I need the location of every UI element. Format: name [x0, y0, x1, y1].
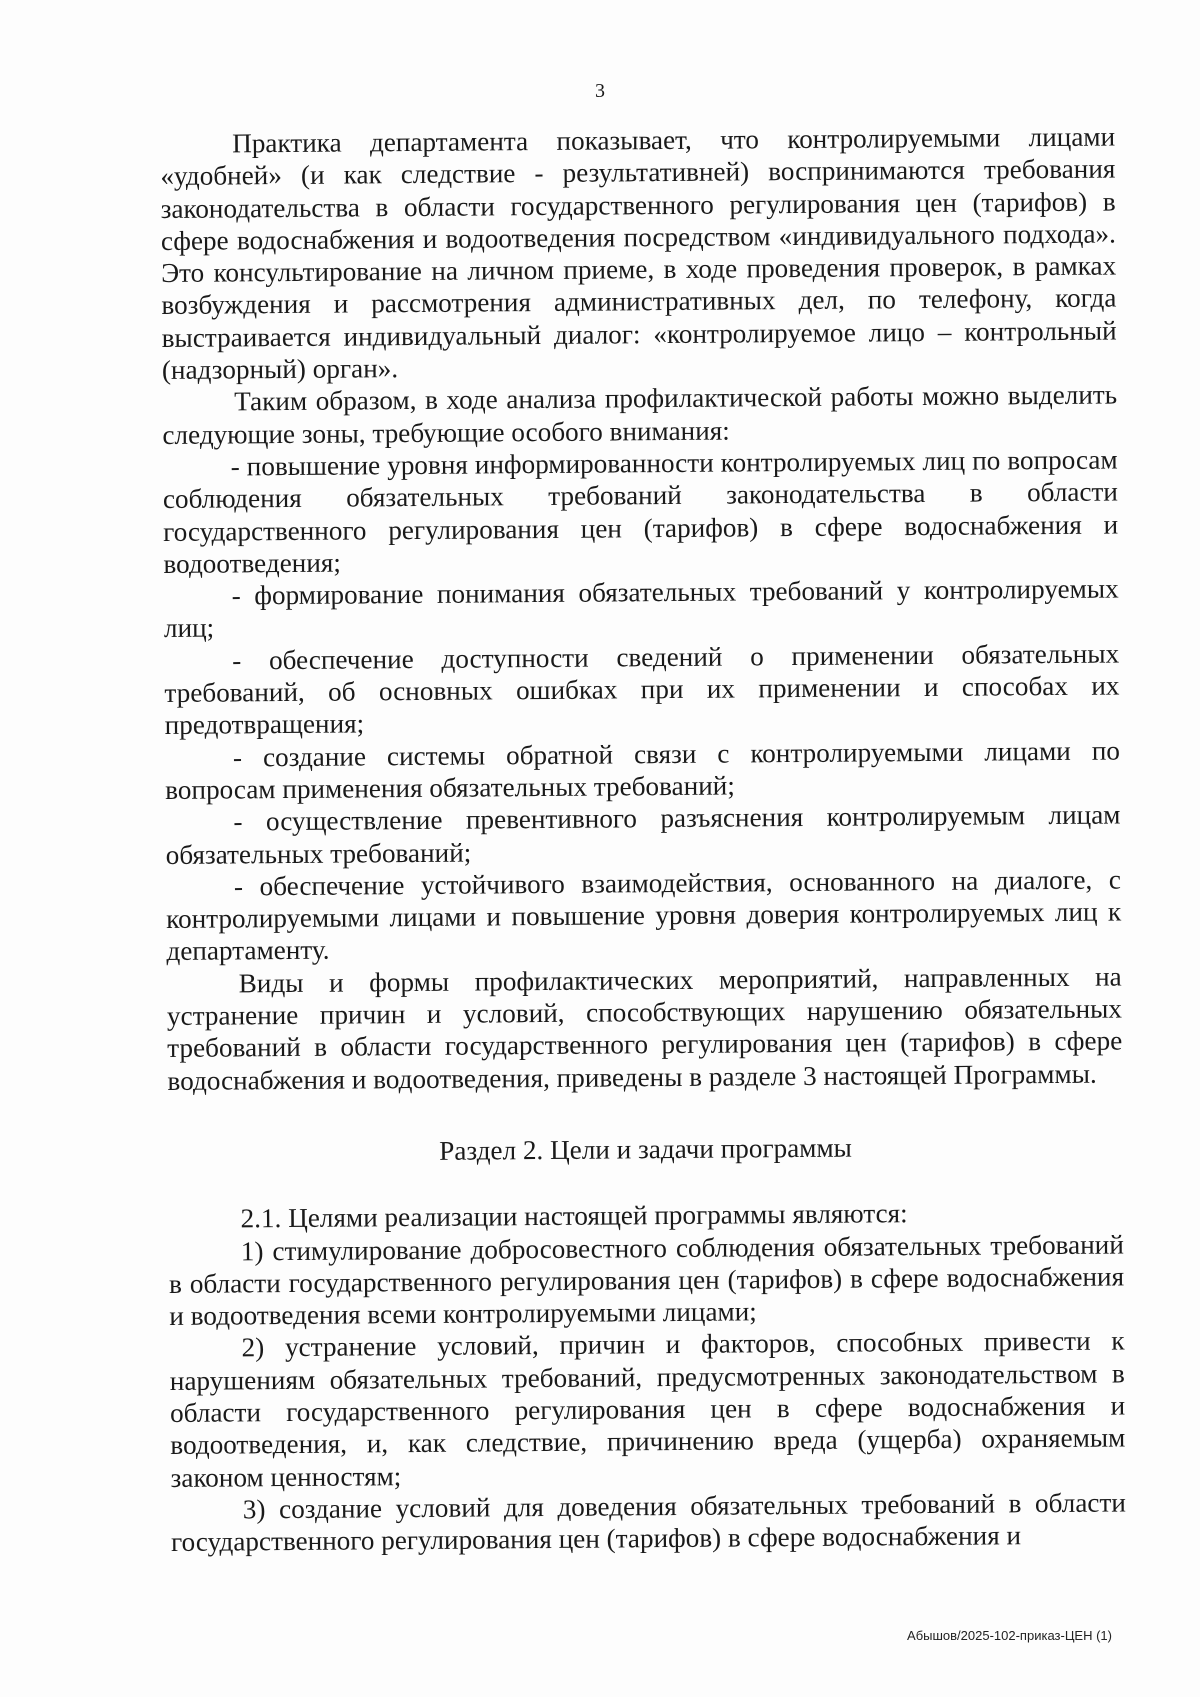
list-item: - формирование понимания обязательных требований у контролируемых лиц; — [163, 573, 1119, 644]
list-item: - обеспечение устойчивого взаимодействия, основанного на диалоге, с контролируемыми лицами и повышение уровня доверия контролируемых лиц к департаменту. — [166, 864, 1122, 967]
page-number: 3 — [595, 80, 605, 102]
document-body — [160, 120, 1126, 1558]
paragraph-measures: Виды и формы профилактических мероприятий, направленных на устранение причин и условий, способствующих нарушению обязательных требований в области государственного регулирования цен (тарифов) в сфере водоснабжения и водоотведения, приведены в разделе 3 настоящей Программы. — [166, 961, 1123, 1096]
paragraph-analysis-intro: Таким образом, в ходе анализа профилактической работы можно выделить следующие зоны, требующие особого внимания: — [162, 379, 1118, 450]
list-item: - осуществление превентивного разъяснения контролируемым лицам обязательных требований; — [165, 799, 1121, 870]
paragraph-practice: Практика департамента показывает, что контролируемыми лицами «удобней» (и как следствие - результативней) воспринимаются требования законодательства в области государственного регулирования цен (тарифов) в сфере водоснабжения и водоотведения посредством «индивидуального подхода». Это консультирование на личном приеме, в ходе проведения проверок, в рамках возбуждения и рассмотрения административных дел, по телефону, когда выстраивается индивидуальный диалог: «контролируемое лицо – контрольный (надзорный) орган». — [160, 121, 1117, 386]
section-title: Раздел 2. Цели и задачи программы — [439, 1132, 853, 1166]
goal-item: 2) устранение условий, причин и факторов, способных привести к нарушениям обязательных требований, предусмотренных законодательством в области государственного регулирования цен в сфере водоснабжения и водоотведения, и, как следствие, причинению вреда (ущерба) охраняемым законом ценностям; — [169, 1325, 1126, 1493]
footer-document-reference: Абышов/2025-102-приказ-ЦЕН (1) — [907, 1628, 1112, 1643]
paragraph-goals-intro: 2.1. Целями реализации настоящей программы являются: — [240, 1198, 908, 1234]
list-item: - повышение уровня информированности контролируемых лиц по вопросам соблюдения обязательных требований законодательства в области государственного регулирования цен (тарифов) в сфере водоснабжения и водоотведения; — [162, 444, 1119, 579]
goal-item: 1) стимулирование добросовестного соблюдения обязательных требований в области государственного регулирования цен (тарифов) в сфере водоснабжения и водоотведения всеми контролируемыми лицами; — [168, 1228, 1125, 1332]
goal-item: 3) создание условий для доведения обязательных требований в области государственного регулирования цен (тарифов) в сфере водоснабжения и — [170, 1487, 1126, 1558]
list-item: - создание системы обратной связи с контролируемыми лицами по вопросам применения обязательных требований; — [165, 735, 1121, 805]
list-item: - обеспечение доступности сведений о применении обязательных требований, об основных ошибках при их применении и способах их предотвращения; — [164, 638, 1120, 741]
